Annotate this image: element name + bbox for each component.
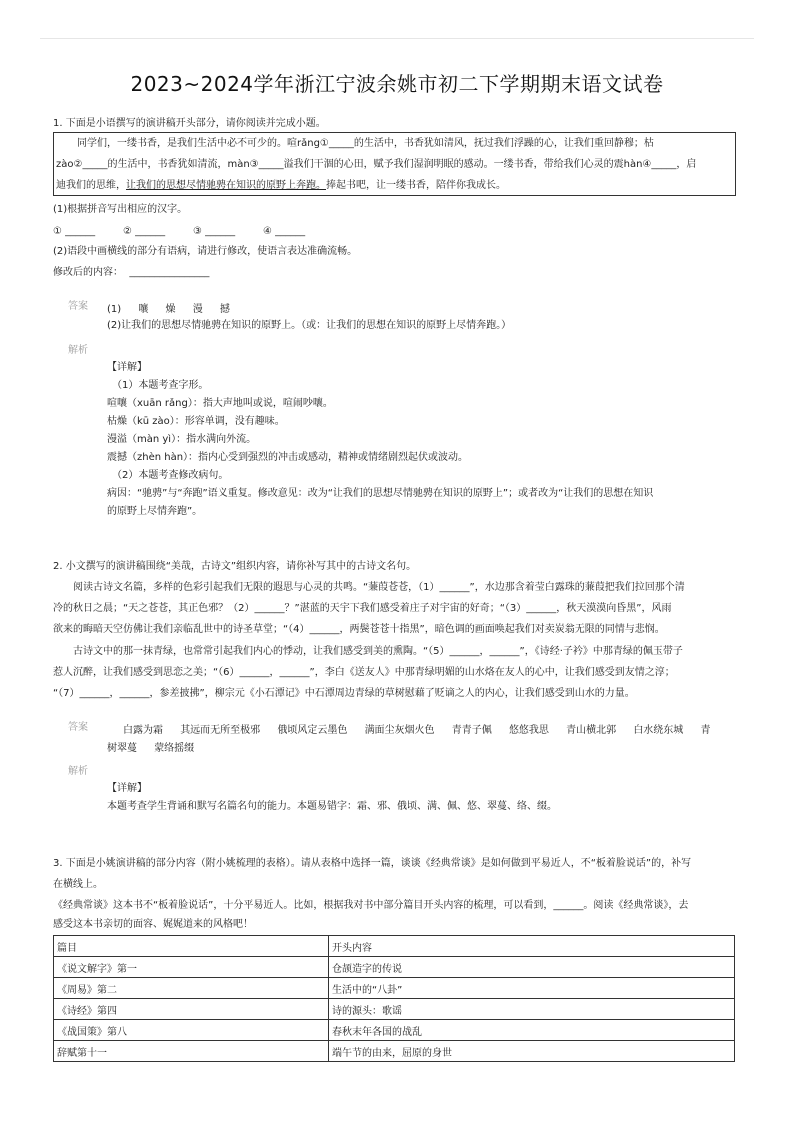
q1-modify-blank: ________________ (129, 267, 210, 278)
q1-sub1: (1)根据拼音写出相应的汉字。 (53, 204, 188, 215)
table-row (54, 1041, 735, 1062)
table-cell: 仓颉造字的传说 (329, 957, 735, 978)
table-header-cell: 开头内容 (329, 936, 735, 957)
q1-detail-line: 漫溢（màn yì）：指水满向外流。 (107, 434, 257, 445)
q1-answer-char: 燥 (165, 304, 176, 315)
q1-analysis-label: 解析 (68, 345, 88, 356)
q2-answer: 悠悠我思 (508, 725, 549, 736)
q1-box-line-2: zào②_____的生活中，书香犹如清流，màn③_____溢我们干涸的心田，赋予我们湿润明眠的感动。一缕书香，带给我们心灵的震hàn④_____，启 (56, 159, 697, 170)
q2-para-line: “（7）______，______，参差披拂”，柳宗元《小石潭记》中石潭周边青绿的草树慰藉了贬谪之人的内心，让我们感受到山水的力量。 (53, 688, 635, 699)
q2-answer: 青青子佩 (451, 725, 492, 736)
q2-answer: 俄顷风定云墨色 (277, 725, 348, 736)
page-top-rule (40, 38, 754, 39)
q1-detail-line: 枯燥（kū zào）：形容单调，没有趣味。 (107, 416, 285, 427)
table-cell: 生活中的“八卦” (329, 978, 735, 999)
q1-box-line-3a: 迪我们的思维， (56, 180, 126, 191)
q1-box-line-3 (56, 179, 506, 193)
q1-answer-2: (2)让我们的思想尽情驰骋在知识的原野上。（或：让我们的思想在知识的原野上尽情奔跑。） (107, 320, 512, 331)
q1-blank-3: ③ ______ (193, 226, 236, 237)
q2-answer: 其远而无所至极邪 (180, 725, 261, 736)
q2-detail-text: 本题考查学生背诵和默写名篇名句的能力。本题易错字：霜、邪、俄顷、满、佩、悠、翠蔓、络、缀。 (107, 801, 557, 812)
q1-detail-line: 的原野上尽情奔跑”。 (107, 506, 203, 517)
q2-answer: 白水绕东城 (633, 725, 684, 736)
q1-answer-1 (107, 300, 244, 315)
q2-answer: 树翠蔓 (107, 743, 137, 754)
table-cell: 《诗经》第四 (54, 999, 329, 1020)
q1-answer-char: 漫 (192, 304, 203, 315)
q1-blank-1: ① ______ (53, 226, 96, 237)
q2-para-line: 惹人沉醉，让我们感受到思恋之美；“（6）______，______”，李白《送友人》中那青绿明媚的山水烙在友人的心中，让我们感受到友情之淳； (53, 667, 675, 678)
q1-box-line-1: 同学们，一缕书香，是我们生活中必不可少的。喧rǎng①_____的生活中，书香犹如清风，抚过我们浮躁的心，让我们重回静穆；枯 (77, 138, 654, 149)
q1-answer-char: 撼 (219, 304, 230, 315)
q3-stem-line-1: 3. 下面是小姚演讲稿的部分内容（附小姚梳理的表格）。请从表格中选择一篇，谈谈《经典常谈》是如何做到平易近人，不“板着脸说话”的，补写 (53, 858, 692, 869)
table-row (54, 957, 735, 978)
q2-analysis-label: 解析 (68, 766, 88, 777)
q1-underlined-sentence: 让我们的思想尽情驰骋在知识的原野上奔跑。 (126, 180, 326, 191)
table-cell: 端午节的由来，屈原的身世 (329, 1041, 735, 1062)
q1-detail-line: 【详解】 (107, 362, 147, 373)
q3-stem-line-2: 在横线上。 (53, 879, 103, 890)
q2-answers-line-1 (123, 721, 725, 736)
table-cell: 春秋末年各国的战乱 (329, 1020, 735, 1041)
q1-detail-line: （1）本题考查字形。 (112, 380, 209, 391)
table-cell: 《周易》第二 (54, 978, 329, 999)
q2-stem: 2. 小文撰写的演讲稿围绕“美哉，古诗文”组织内容，请你补写其中的古诗文名句。 (53, 561, 417, 572)
page-title: 2023~2024学年浙江宁波余姚市初二下学期期末语文试卷 (130, 72, 664, 96)
q2-para-line: 欲来的晦暗天空仿佛让我们亲临乱世中的诗圣草堂；“（4）______，两鬓苍苍十指黑”，暗色调的画面唤起我们对卖炭翁无限的同情与悲悯。 (53, 624, 665, 635)
table-header-row (54, 936, 735, 957)
q2-answer: 白露为霜 (123, 725, 163, 736)
q1-modify (53, 266, 209, 280)
q2-answer-label: 答案 (68, 722, 88, 733)
q3-table (53, 935, 735, 1062)
q2-detail-title: 【详解】 (107, 783, 147, 794)
table-cell: 《战国策》第八 (54, 1020, 329, 1041)
q1-answer-char: 嚷 (138, 304, 149, 315)
table-cell: 诗的源头：歌谣 (329, 999, 735, 1020)
q2-answer: 蒙络摇缀 (154, 743, 195, 754)
q2-answer: 青 (700, 725, 711, 736)
q1-stem: 1. 下面是小语撰写的演讲稿开头部分，请你阅读并完成小题。 (53, 118, 326, 129)
q2-para-line: 古诗文中的那一抹青绿，也常常引起我们内心的悸动，让我们感受到美的熏陶。“（5）______，______”，《诗经·子衿》中那青绿的佩玉带子 (73, 646, 683, 657)
q1-box-line-3c: 捧起书吧，让一缕书香，陪伴你我成长。 (326, 180, 506, 191)
table-cell: 《说文解字》第一 (54, 957, 329, 978)
table-row (54, 1020, 735, 1041)
q1-answer-1-prefix: (1) (107, 304, 122, 315)
q1-detail-line: 震撼（zhèn hàn）：指内心受到强烈的冲击或感动，精神或情绪剧烈起伏或波动。 (107, 452, 469, 463)
q2-para-line: 阅读古诗文名篇，多样的色彩引起我们无限的遐思与心灵的共鸣。“蒹葭苍苍，（1）______”，水边那含着莹白露珠的蒹葭把我们拉回那个清 (73, 582, 685, 593)
table-cell: 辞赋第十一 (54, 1041, 329, 1062)
table-row (54, 999, 735, 1020)
q1-detail-line: （2）本题考查修改病句。 (112, 470, 229, 481)
q2-answers-line-2 (107, 739, 208, 754)
q2-answer: 满面尘灰烟火色 (364, 725, 435, 736)
q3-para-line-2: 感受这本书亲切的面容、娓娓道来的风格吧！ (53, 919, 253, 930)
q2-answer: 青山横北郭 (566, 725, 617, 736)
q1-sub2: (2)语段中画横线的部分有语病，请进行修改，使语言表达准确流畅。 (53, 246, 358, 257)
q1-blank-2: ② ______ (123, 226, 166, 237)
table-row (54, 978, 735, 999)
q1-detail-line: 病因：“驰骋”与“奔跑”语义重复。修改意见：改为“让我们的思想尽情驰骋在知识的原野上”；或者改为“让我们的思想在知识 (107, 488, 654, 499)
q1-detail-line: 喧嚷（xuān rǎng）：指大声地叫或说，喧闹吵嚷。 (107, 398, 333, 409)
q2-para-line: 冷的秋日之晨；“天之苍苍，其正色邪？（2）______？”湛蓝的天宇下我们感受着庄子对宇宙的好奇；“（3）______，秋天漠漠向昏黑”，风雨 (53, 603, 672, 614)
q1-blank-4: ④ ______ (263, 226, 306, 237)
q3-para-line-1: 《经典常谈》这本书不“板着脸说话”，十分平易近人。比如，根据我对书中部分篇目开头内容的梳理，可以看到，______。阅读《经典常谈》，去 (53, 900, 689, 911)
table-header-cell: 篇目 (54, 936, 329, 957)
q1-modify-label: 修改后的内容： (53, 267, 123, 278)
q1-answer-label: 答案 (68, 301, 88, 312)
